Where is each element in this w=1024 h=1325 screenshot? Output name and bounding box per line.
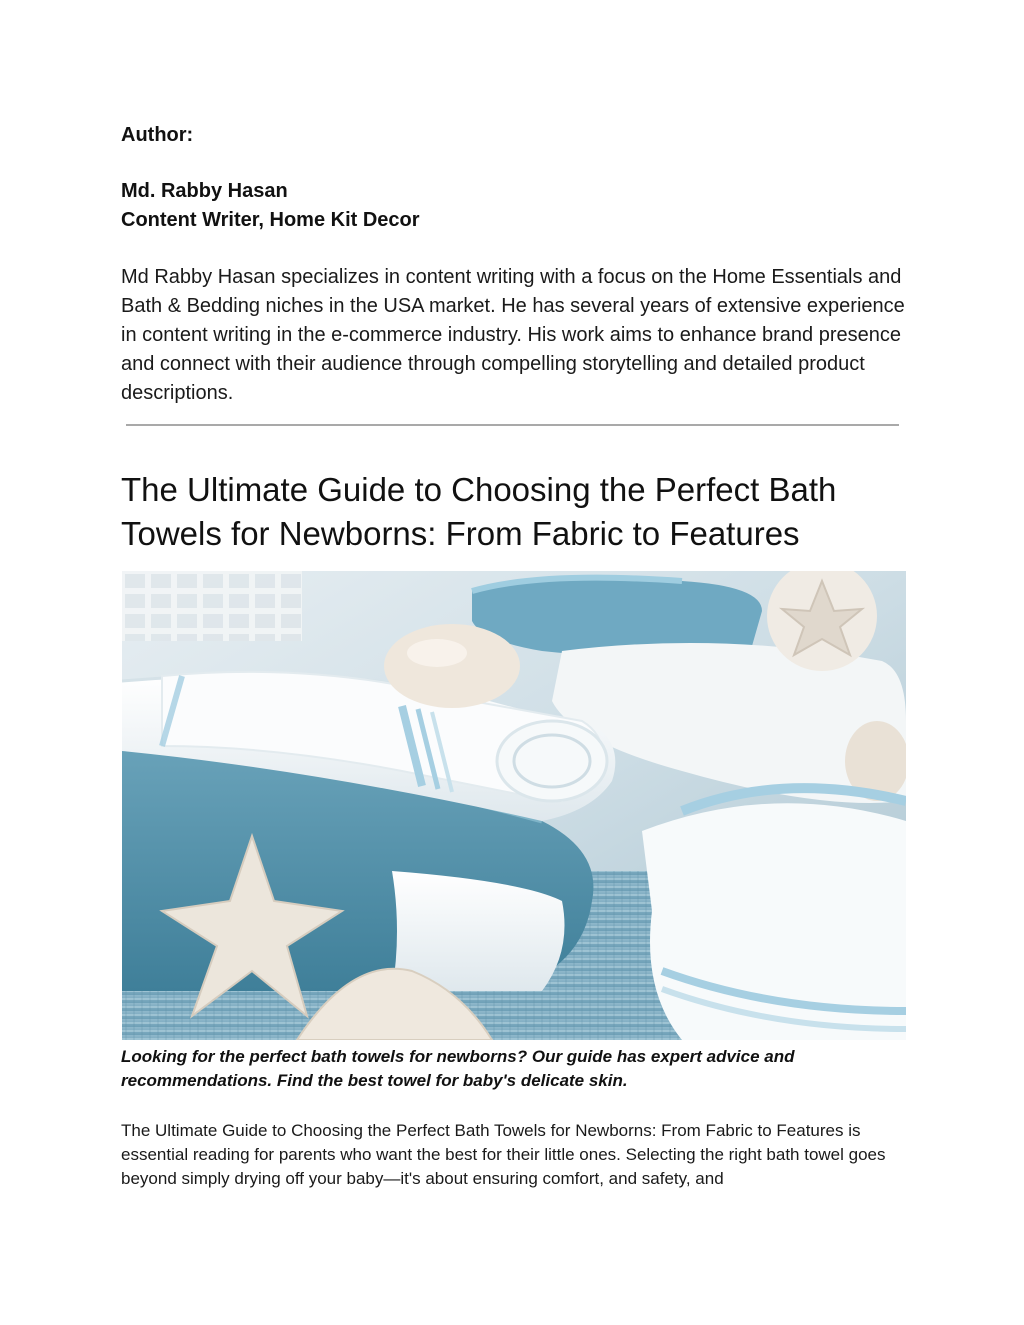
author-bio: Md Rabby Hasan specializes in content writing with a focus on the Home Essentials and Bath & Bedding niches in the USA market. He has several years of extensive experience in content writing in the e-commerce industry. His work aims to enhance brand presence and connect with their audience through compelling storytelling and detailed product descriptions. [121,266,905,404]
towels-illustration [122,571,906,1040]
intro-paragraph: The Ultimate Guide to Choosing the Perfect Bath Towels for Newborns: From Fabric to Features is essential reading for parents who want the best for their little ones. Selecting the right bath towel goes beyond simply drying off your baby—it's about ensuring comfort, and safety, and [121,1121,886,1188]
author-label: Author: [121,124,194,146]
image-caption: Looking for the perfect bath towels for newborns? Our guide has expert advice and recommendations. Find the best towel for baby's delicate skin. [121,1047,795,1090]
hero-image [122,571,906,1040]
horizontal-divider [126,424,899,426]
author-role: Content Writer, Home Kit Decor [121,209,420,231]
article-title: The Ultimate Guide to Choosing the Perfect Bath Towels for Newborns: From Fabric to Features [121,471,837,552]
author-name: Md. Rabby Hasan [121,180,288,202]
